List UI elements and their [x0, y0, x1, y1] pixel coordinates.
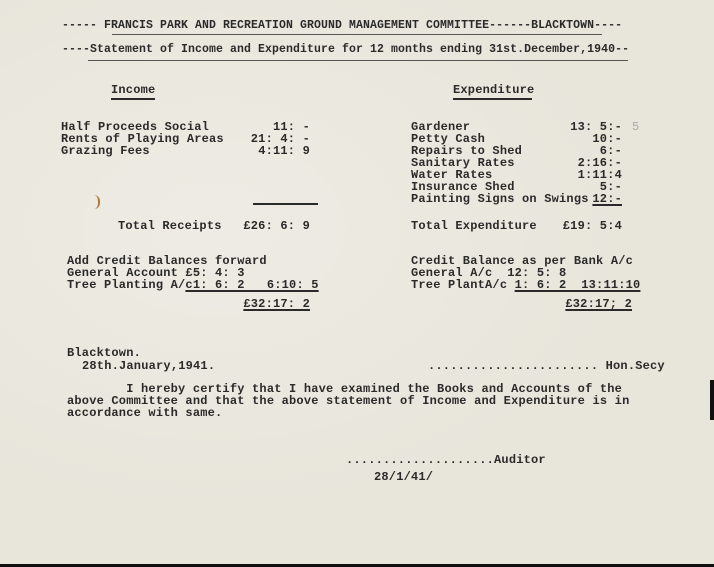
income-item-amount: 11: - — [272, 120, 310, 134]
tree-planting-forward-value: c1: 6: 2 6:10: 5 — [185, 278, 319, 292]
place: Blacktown. — [67, 346, 142, 360]
tree-planting-forward — [67, 279, 319, 291]
paper-stain — [94, 195, 100, 209]
total-expenditure-amount: £19: 5:4 — [562, 219, 622, 233]
expenditure-item-label: Gardener — [411, 120, 471, 134]
income-heading-underline — [111, 98, 155, 100]
credit-balance-heading: Credit Balance as per Bank A/c — [411, 254, 634, 268]
date: 28th.January,1941. — [82, 359, 216, 373]
income-item-amount: 21: 4: - — [250, 132, 310, 146]
income-heading: Income — [111, 83, 156, 97]
income-subtotal-rule — [253, 203, 318, 205]
expenditure-heading: Expenditure — [453, 83, 535, 97]
general-account-forward: General Account £5: 4: 3 — [67, 266, 245, 280]
secretary-signature-line: ....................... Hon.Secy — [428, 359, 665, 373]
expenditure-item-amount: 10:- — [592, 132, 622, 146]
tree-planting-balance-value: 1: 6: 2 13:11:10 — [514, 278, 641, 292]
expenditure-item-amount: 6:- — [599, 144, 622, 158]
total-receipts-amount: £26: 6: 9 — [243, 219, 310, 233]
tree-planting-forward-label: Tree Planting A/ — [67, 278, 186, 292]
expenditure-item-label: Petty Cash — [411, 132, 486, 146]
committee-title: ----- FRANCIS PARK AND RECREATION GROUND MANAGEMENT COMMITTEE------BLACKTOWN---- — [62, 19, 623, 32]
expenditure-item-amount: 13: 5:- — [570, 120, 622, 134]
expenditure-item-label: Water Rates — [411, 168, 493, 182]
subtitle-underline — [88, 60, 628, 61]
expenditure-item-amount: 12:- — [592, 192, 622, 206]
certification-line: I hereby certify that I have examined the Books and Accounts of the — [67, 382, 623, 396]
auditor-date: 28/1/41/ — [374, 470, 434, 484]
margin-note: 5 — [632, 120, 640, 134]
auditor-signature-line: ....................Auditor — [346, 453, 546, 467]
tree-planting-balance-label: Tree PlantA/c — [411, 278, 515, 292]
certification-line: accordance with same. — [67, 406, 223, 420]
page-edge-mark — [710, 380, 714, 420]
expenditure-item-amount: 5:- — [599, 180, 622, 194]
credit-forward-heading: Add Credit Balances forward — [67, 254, 267, 268]
expenditure-heading-underline — [453, 98, 532, 100]
statement-subtitle: ----Statement of Income and Expenditure for 12 months ending 31st.December,1940-- — [62, 43, 630, 56]
expenditure-item-amount: 2:16:- — [577, 156, 622, 170]
income-item-label: Grazing Fees — [61, 144, 150, 158]
income-item-label: Half Proceeds Social — [61, 120, 210, 134]
expenditure-item-amount: 1:11:4 — [577, 168, 622, 182]
income-item-label: Rents of Playing Areas — [61, 132, 224, 146]
expenditure-item-label: Insurance Shed — [411, 180, 515, 194]
total-expenditure-label: Total Expenditure — [411, 219, 537, 233]
expenditure-item-label: Sanitary Rates — [411, 156, 515, 170]
expenditure-item-label: Painting Signs on Swings — [411, 192, 589, 206]
expenditure-grand-total: £32:17; 2 — [565, 297, 632, 311]
general-account-balance: General A/c 12: 5: 8 — [411, 266, 567, 280]
total-receipts-label: Total Receipts — [118, 219, 222, 233]
income-grand-total: £32:17: 2 — [243, 297, 310, 311]
title-underline — [112, 34, 602, 35]
tree-planting-balance — [411, 279, 640, 291]
expenditure-item-label: Repairs to Shed — [411, 144, 523, 158]
certification-line: above Committee and that the above statement of Income and Expenditure is in — [67, 394, 630, 408]
income-item-amount: 4:11: 9 — [258, 144, 310, 158]
